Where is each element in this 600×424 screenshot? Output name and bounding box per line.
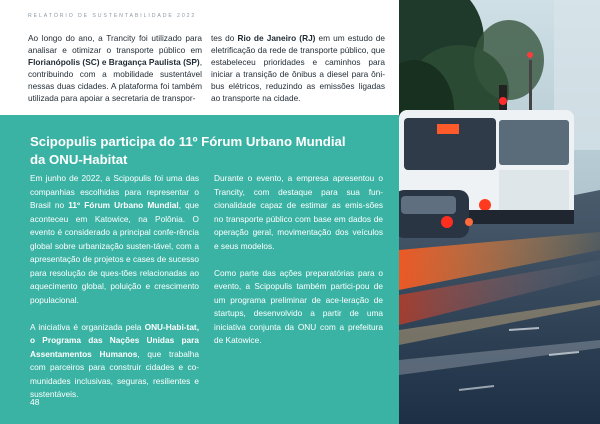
intro-column-left: [28, 33, 202, 104]
bus-photo: [399, 0, 600, 424]
section-left-p1-text-2: , que aconteceu em Katowice, na Polônia. O evento é considerado a principal confe-rência global sobre urbanização susten-tável, com a apresentação de projetos e cases de sucesso para resolução de ques-tões relacionadas ao aquecimento global, poluição e crescimento populacional.: [30, 200, 199, 305]
intro-right-text-1: tes do: [211, 33, 238, 43]
section-left-paragraph-1: [30, 172, 199, 307]
intro-column-right: [211, 33, 385, 104]
intro-left-text-2: , contribuindo com a mobilidade sustentável nessas duas cidades. A plataforma foi também utilizada para apoiar a secretaria de transpor-: [28, 56, 202, 103]
intro-columns: [28, 33, 385, 104]
section-right-paragraph-1: Durante o evento, a empresa apresentou o Trancity, com destaque para sua fun-cionalidade capaz de estimar as emis-sões no transporte público com base em dados de operação geral, movimentação dos veículos e seus modelos.: [214, 173, 383, 251]
page-number: 48: [30, 397, 40, 407]
section-right-paragraph-2: Como parte das ações preparatórias para o evento, a Scipopulis também partici-pou de um programa preliminar de ace-leração de startups, desenvolvido a partir de uma iniciativa conjunta da ONU com a prefeitura de Katowice.: [214, 267, 383, 345]
report-header: RELATÓRIO DE SUSTENTABILIDADE 2022: [28, 13, 197, 19]
intro-left-bold: Florianópolis (SC) e Bragança Paulista (SP): [28, 56, 200, 67]
intro-left-text-1: Ao longo do ano, a Trancity foi utilizado para analisar e otimizar o transporte público em: [28, 33, 202, 55]
section-columns: [30, 172, 383, 415]
section-title: Scipopulis participa do 11º Fórum Urbano Mundial da ONU-Habitat: [30, 134, 346, 167]
section-column-right: [214, 172, 383, 415]
section-left-paragraph-2: [30, 321, 199, 402]
intro-right-bold: Rio de Janeiro (RJ): [237, 33, 316, 43]
intro-right-text-2: em um estudo de eletrificação da rede de transporte público, que estabeleceu prioridades e caminhos para iniciar a transição de ônibus a diesel para ôni-bus elétricos, reduzindo as emissões ligadas ao transporte na cidade.: [211, 33, 385, 103]
section-left-p1-bold: 11º Fórum Urbano Mundial: [68, 200, 179, 210]
section-left-p2-text-2: , que trabalha com parceiros para construir cidades e co-munidades inclusivas, seguras, resilientes e sustentáveis.: [30, 348, 199, 399]
section-left-p2-text-1: A iniciativa é organizada pela: [30, 321, 145, 332]
section-left-p1-text-1: Em junho de 2022, a Scipopulis foi uma das companhias escolhidas para representar o Brasil no: [30, 173, 199, 210]
section-column-left: [30, 172, 199, 415]
section-left-p2-bold: ONU-Habi-tat, o Programa das Nações Unidas para Assentamentos Humanos: [30, 321, 199, 359]
